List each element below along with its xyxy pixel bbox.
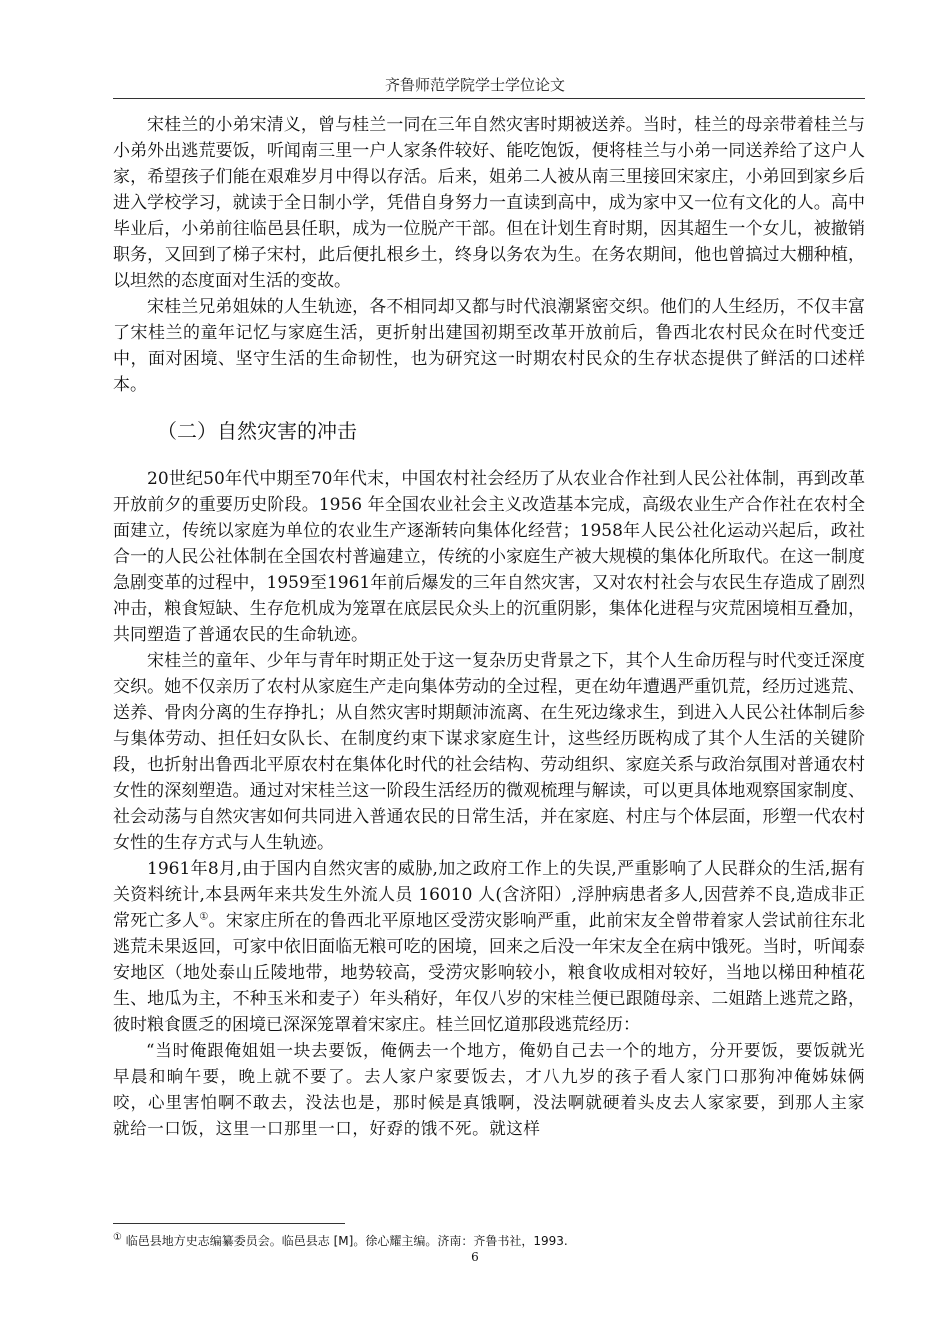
paragraph: 宋桂兰兄弟姐妹的人生轨迹，各不相同却又都与时代浪潮紧密交织。他们的人生经历，不仅丰富了宋桂兰的童年记忆与家庭生活，更折射出建国初期至改革开放前后，鲁西北农村民众在时代变迁中，面对困境、坚守生活的生命韧性，也为研究这一时期农村民众的生存状态提供了鲜活的口述样本。 [113,297,865,395]
paragraph-text: 。宋家庄所在的鲁西北平原地区受涝灾影响严重，此前宋友全曾带着家人尝试前往东北逃荒未果返回，可家中依旧面临无粮可吃的困境，回来之后没一年宋友全在病中饿死。当时，听闻泰安地区（地处泰山丘陵地带，地势较高，受涝灾影响较小，粮食收成相对较好，当地以梯田种植花生、地瓜为主，不种玉米和麦子）年头稍好，年仅八岁的宋桂兰便已跟随母亲、二姐踏上逃荒之路，彼时粮食匮乏的困境已深深笼罩着宋家庄。桂兰回忆道那段逃荒经历： [113,911,866,1035]
footnote-marker: ① [113,1232,122,1243]
oral-history-quote: “当时俺跟俺姐姐一块去要饭，俺俩去一个地方，俺奶自己去一个的地方，分开要饭，要饭就光早晨和晌午要，晚上就不要了。去人家户家要饭去，才八九岁的孩子看人家门口那狗冲俺姊妹俩咬，心里害怕啊不敢去，没法也是，那时候是真饿啊，没法啊就硬着头皮去人家家要，到那人主家就给一口饭，这里一口那里一口，好孬的饿不死。就这样 [113,1041,865,1138]
paragraph: 宋桂兰的童年、少年与青年时期正处于这一复杂历史背景之下，其个人生命历程与时代变迁深度交织。她不仅亲历了农村从家庭生产走向集体劳动的全过程，更在幼年遭遇严重饥荒，经历过逃荒、送养、骨肉分离的生存挣扎；从自然灾害时期颠沛流离、在生死边缘求生，到进入人民公社体制后参与集体劳动、担任妇女队长、在制度约束下谋求家庭生计，这些经历既构成了其个人生活的关键阶段，也折射出鲁西北平原农村在集体化时代的社会结构、劳动组织、家庭关系与政治氛围对普通农村女性的深刻塑造。通过对宋桂兰这一阶段生活经历的微观梳理与解读，可以更具体地观察国家制度、社会动荡与自然灾害如何共同进入普通农民的日常生活，并在家庭、村庄与个体层面，形塑一代农村女性的生存方式与人生轨迹。 [113,651,865,853]
paragraph: 宋桂兰的小弟宋清义，曾与桂兰一同在三年自然灾害时期被送养。当时，桂兰的母亲带着桂兰与小弟外出逃荒要饭，听闻南三里一户人家条件较好、能吃饱饭，便将桂兰与小弟一同送养给了这户人家，希望孩子们能在艰难岁月中得以存活。后来，姐弟二人被从南三里接回宋家庄，小弟回到家乡后进入学校学习，就读于全日制小学，凭借自身努力一直读到高中，成为家中又一位有文化的人。高中毕业后，小弟前往临邑县任职，成为一位脱产干部。但在计划生育时期，因其超生一个女儿，被撤销职务，又回到了梯子宋村，此后便扎根乡土，终身以务农为生。在务农期间，他也曾搞过大棚种植，以坦然的态度面对生活的变故。 [113,115,865,291]
running-header: 齐鲁师范学院学士学位论文 [384,76,565,94]
footnote [113,1233,865,1249]
page-body [113,112,865,1142]
footnote-divider [113,1223,345,1224]
paragraph-with-footnote [113,856,865,1038]
paragraph: 20世纪50年代中期至70年代末，中国农村社会经历了从农业合作社到人民公社体制，再到改革开放前夕的重要历史阶段。1956 年全国农业社会主义改造基本完成，高级农业生产合作社在农村全面建立，传统以家庭为单位的农业生产逐渐转向集体化经营；1958年人民公社化运动兴起后，政社合一的人民公社体制在全国农村普遍建立，传统的小家庭生产被大规模的集体化所取代。在这一制度急剧变革的过程中，1959至1961年前后爆发的三年自然灾害，又对农村社会与农民生存造成了剧烈冲击，粮食短缺、生存危机成为笼罩在底层民众头上的沉重阴影，集体化进程与灾荒困境相互叠加，共同塑造了普通农民的生命轨迹。 [113,469,865,645]
paragraph-text: 1961年8月,由于国内自然灾害的威胁,加之政府工作上的失误,严重影响了人民群众的生活,据有关资料统计,本县两年来共发生外流人员 16010 人(含济阳）,浮肿病患者多人,因营养不良,造成非正常死亡多人 [113,859,865,931]
footnote-reference[interactable]: ① [199,911,209,923]
section-heading: （二）自然灾害的冲击 [157,419,357,443]
page-number: 6 [471,1250,479,1264]
footnote-text: 临邑县地方史志编纂委员会。临邑县志 [M]。徐心耀主编。济南：齐鲁书社，1993. [125,1234,568,1248]
header-divider [113,98,865,99]
